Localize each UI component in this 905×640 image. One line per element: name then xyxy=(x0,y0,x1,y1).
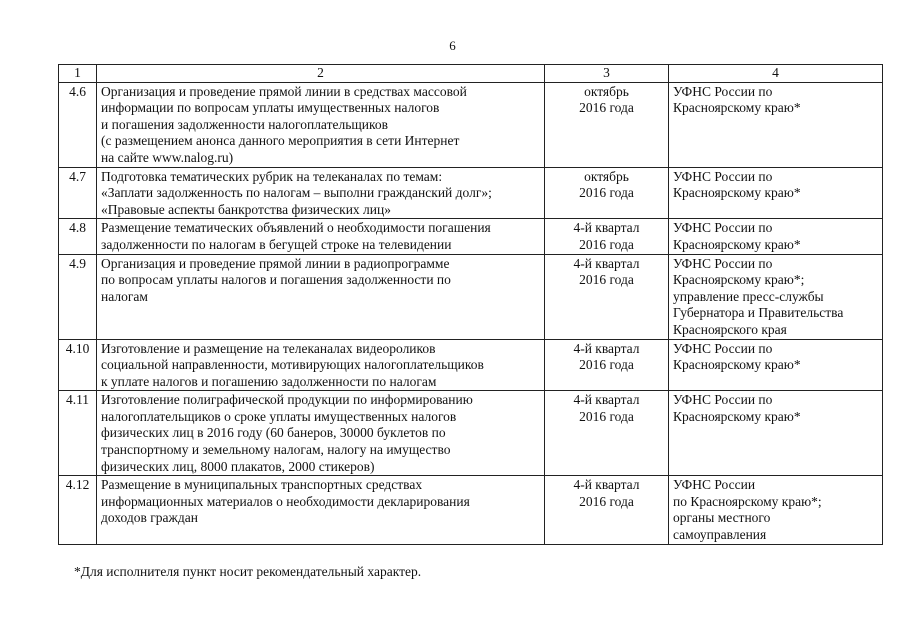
measure-description: Организация и проведение прямой линии в радиопрограмме по вопросам уплаты налогов и погашения задолженности по налогам xyxy=(97,254,545,339)
column-header-3: 3 xyxy=(545,65,669,83)
row-number: 4.8 xyxy=(59,219,97,254)
executor: УФНС России по Красноярскому краю* xyxy=(669,219,883,254)
measure-description: Размещение в муниципальных транспортных средствах информационных материалов о необходимости декларирования доходов граждан xyxy=(97,476,545,544)
column-header-2: 2 xyxy=(97,65,545,83)
measure-description: Размещение тематических объявлений о необходимости погашения задолженности по налогам в бегущей строке на телевидении xyxy=(97,219,545,254)
executor: УФНС России по Красноярскому краю* xyxy=(669,391,883,476)
measure-description: Изготовление полиграфической продукции по информированию налогоплательщиков о сроке уплаты имущественных налогов физических лиц в 2016 году (60 банеров, 30000 буклетов по транспортному и земельному налогам, налогу на имущество физических лиц, 8000 плакатов, 2000 стикеров) xyxy=(97,391,545,476)
measure-description: Организация и проведение прямой линии в средствах массовой информации по вопросам уплаты имущественных налогов и погашения задолженности налогоплательщиков (с размещением анонса данного мероприятия в сети Интернет на сайте www.nalog.ru) xyxy=(97,82,545,167)
table-row xyxy=(59,476,883,544)
row-number: 4.12 xyxy=(59,476,97,544)
measure-description: Подготовка тематических рубрик на телеканалах по темам: «Заплати задолженность по налогам – выполни гражданский долг»; «Правовые аспекты банкротства физических лиц» xyxy=(97,167,545,219)
column-header-1: 1 xyxy=(59,65,97,83)
row-number: 4.6 xyxy=(59,82,97,167)
deadline: 4-й квартал 2016 года xyxy=(545,391,669,476)
executor: УФНС России по Красноярскому краю*; управление пресс-службы Губернатора и Правительства Красноярского края xyxy=(669,254,883,339)
row-number: 4.10 xyxy=(59,339,97,391)
row-number: 4.7 xyxy=(59,167,97,219)
row-number: 4.9 xyxy=(59,254,97,339)
table-row xyxy=(59,82,883,167)
deadline: октябрь 2016 года xyxy=(545,82,669,167)
deadline: октябрь 2016 года xyxy=(545,167,669,219)
table-row xyxy=(59,167,883,219)
deadline: 4-й квартал 2016 года xyxy=(545,254,669,339)
page-number: 6 xyxy=(449,38,456,53)
executor: УФНС России по Красноярскому краю* xyxy=(669,339,883,391)
measures-table xyxy=(58,64,883,545)
deadline: 4-й квартал 2016 года xyxy=(545,219,669,254)
deadline: 4-й квартал 2016 года xyxy=(545,339,669,391)
table-row xyxy=(59,339,883,391)
header-row xyxy=(59,65,883,83)
measure-description: Изготовление и размещение на телеканалах видеороликов социальной направленности, мотивирующих налогоплательщиков к уплате налогов и погашению задолженности по налогам xyxy=(97,339,545,391)
executor: УФНС России по Красноярскому краю*; органы местного самоуправления xyxy=(669,476,883,544)
table-row xyxy=(59,391,883,476)
executor: УФНС России по Красноярскому краю* xyxy=(669,82,883,167)
footnote: *Для исполнителя пункт носит рекомендательный характер. xyxy=(74,564,422,579)
executor: УФНС России по Красноярскому краю* xyxy=(669,167,883,219)
deadline: 4-й квартал 2016 года xyxy=(545,476,669,544)
row-number: 4.11 xyxy=(59,391,97,476)
column-header-4: 4 xyxy=(669,65,883,83)
table-row xyxy=(59,219,883,254)
table-row xyxy=(59,254,883,339)
